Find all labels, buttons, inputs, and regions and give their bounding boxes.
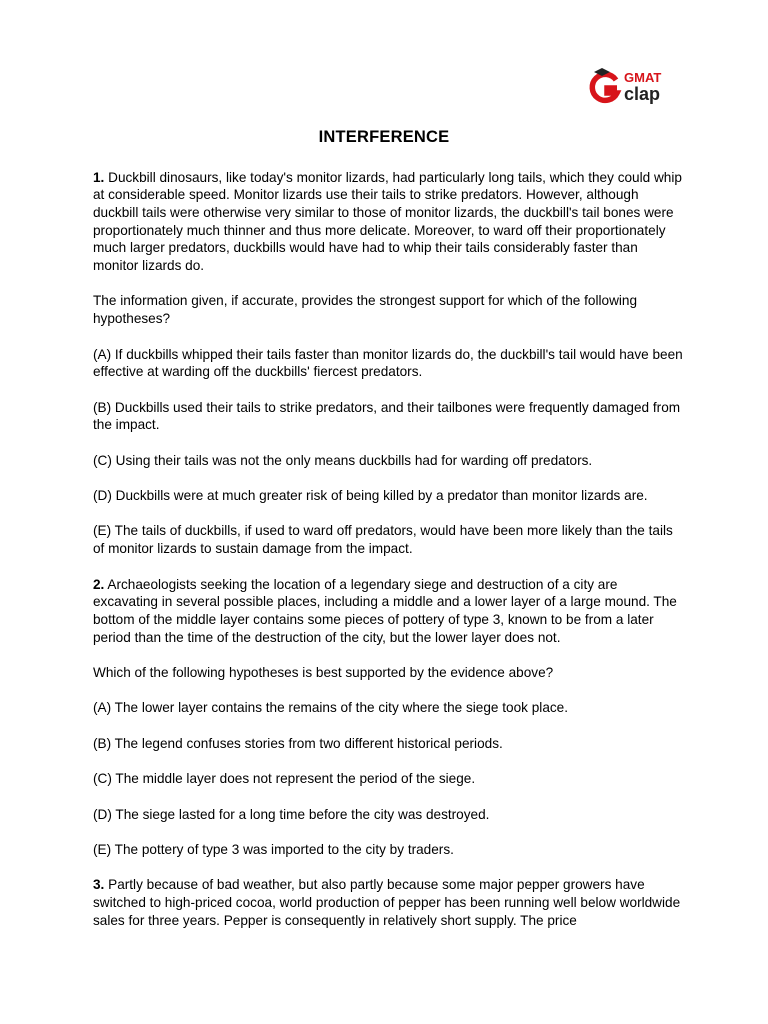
question-3-stem bbox=[93, 876, 683, 929]
question-1-option-b: (B) Duckbills used their tails to strike predators, and their tailbones were frequently damaged from the impact. bbox=[93, 399, 681, 433]
question-content bbox=[93, 169, 683, 948]
gmatclap-logo bbox=[588, 62, 684, 112]
gmatclap-logo-mark bbox=[588, 62, 684, 112]
question-2-text: Archaeologists seeking the location of a legendary siege and destruction of a city are excavating in several possible places, including a middle and a lower layer of a large mound. The bottom of the middle layer contains some pieces of pottery of type 3, known to be from a later period than the time of the destruction of the city, but the lower layer does not. bbox=[93, 576, 677, 645]
logo-line1: GMAT bbox=[624, 70, 662, 85]
question-2-option-a: (A) The lower layer contains the remains of the city where the siege took place. bbox=[93, 700, 569, 716]
question-2-stem bbox=[93, 576, 683, 647]
question-1-option-a: (A) If duckbills whipped their tails faster than monitor lizards do, the duckbill's tail would have been effective at warding off the duckbills' fiercest predators. bbox=[93, 346, 683, 380]
question-1-option-d: (D) Duckbills were at much greater risk of being killed by a predator than monitor lizards are. bbox=[93, 488, 648, 504]
question-1-prompt: The information given, if accurate, provides the strongest support for which of the following hypotheses? bbox=[93, 293, 638, 327]
page-title: INTERFERENCE bbox=[318, 128, 450, 146]
question-1-option-c: (C) Using their tails was not the only means duckbills had for warding off predators. bbox=[93, 452, 593, 468]
question-1-text: Duckbill dinosaurs, like today's monitor lizards, had particularly long tails, which they could whip at considerable speed. Monitor lizards use their tails to strike predators. However, although duckbill tails were otherwise very similar to those of monitor lizards, the duckbill's tail bones were proportionately much thinner and thus more delicate. Moreover, to ward off their proportionately much larger predators, duckbills would have had to whip their tails considerably faster than monitor lizards do. bbox=[93, 169, 682, 274]
question-2-option-d: (D) The siege lasted for a long time before the city was destroyed. bbox=[93, 806, 490, 822]
question-2-option-e: (E) The pottery of type 3 was imported to the city by traders. bbox=[93, 842, 454, 858]
question-2-prompt: Which of the following hypotheses is best supported by the evidence above? bbox=[93, 665, 554, 681]
question-3-text: Partly because of bad weather, but also partly because some major pepper growers have switched to high-priced cocoa, world production of pepper has been running well below worldwide sales for three years. Pepper is consequently in relatively short supply. The price bbox=[93, 877, 681, 928]
question-1-stem bbox=[93, 169, 683, 275]
question-2-number: 2. bbox=[93, 576, 105, 592]
question-2-option-b: (B) The legend confuses stories from two different historical periods. bbox=[93, 735, 503, 751]
logo-line2: clap bbox=[624, 84, 661, 104]
question-1-option-e: (E) The tails of duckbills, if used to ward off predators, would have been more likely than the tails of monitor lizards to sustain damage from the impact. bbox=[93, 523, 673, 557]
question-1-number: 1. bbox=[93, 169, 105, 185]
question-2-option-c: (C) The middle layer does not represent the period of the siege. bbox=[93, 771, 476, 787]
question-3-number: 3. bbox=[93, 877, 105, 893]
